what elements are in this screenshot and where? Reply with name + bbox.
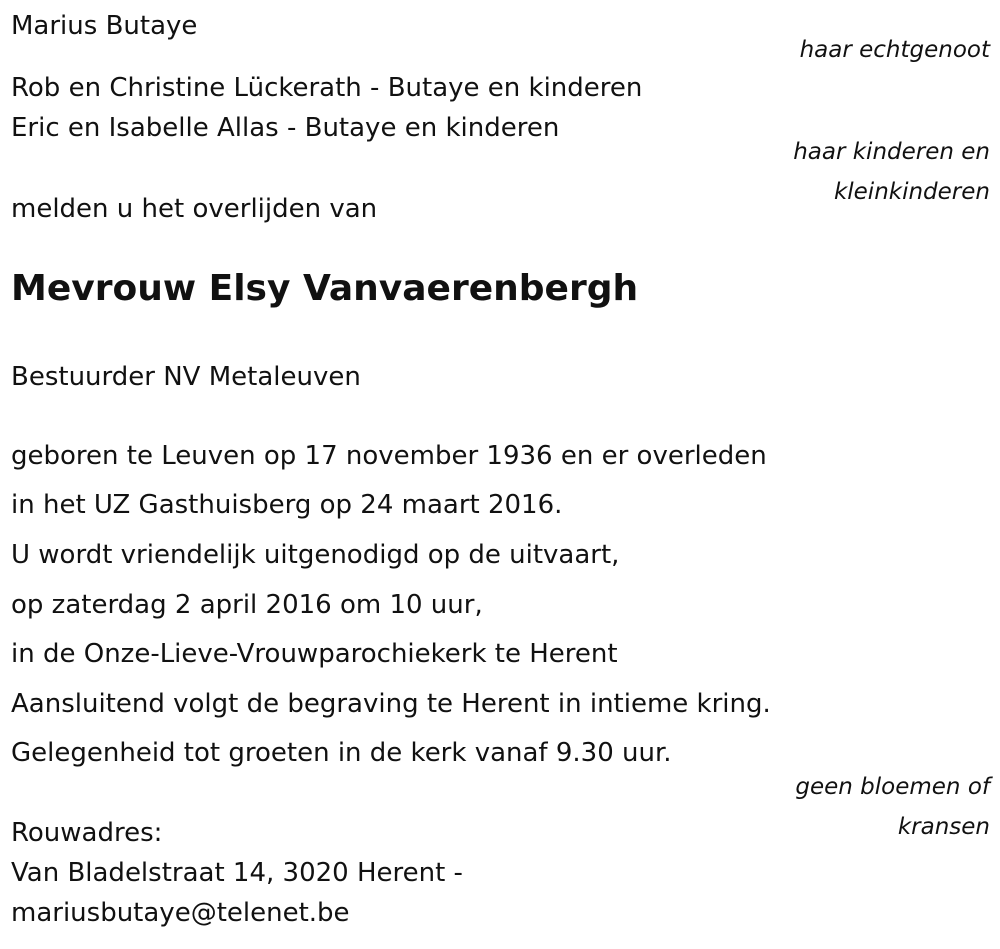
detail-line-3: U wordt vriendelijk uitgenodigd op de uitvaart, <box>11 540 620 570</box>
detail-line-2: in het UZ Gasthuisberg op 24 maart 2016. <box>11 490 563 520</box>
address-label: Rouwadres: <box>11 818 163 848</box>
husband-name: Marius Butaye <box>11 11 198 41</box>
husband-role: haar echtgenoot <box>799 37 990 63</box>
address-street: Van Bladelstraat 14, 3020 Herent - <box>11 858 463 888</box>
children-role-line-1: haar kinderen en <box>793 139 990 165</box>
detail-line-6: Aansluitend volgt de begraving te Herent in intieme kring. <box>11 689 771 719</box>
announcement-text: melden u het overlijden van <box>11 194 378 224</box>
child-family-2: Eric en Isabelle Allas - Butaye en kinderen <box>11 113 560 143</box>
flowers-note-line-1: geen bloemen of <box>795 774 990 800</box>
detail-line-4: op zaterdag 2 april 2016 om 10 uur, <box>11 590 483 620</box>
flowers-note-line-2: kransen <box>897 814 990 840</box>
address-email: mariusbutaye@telenet.be <box>11 898 350 928</box>
detail-line-1: geboren te Leuven op 17 november 1936 en er overleden <box>11 441 767 471</box>
detail-line-7: Gelegenheid tot groeten in de kerk vanaf 9.30 uur. <box>11 738 672 768</box>
child-family-1: Rob en Christine Lückerath - Butaye en kinderen <box>11 73 643 103</box>
children-role-line-2: kleinkinderen <box>833 179 990 205</box>
detail-line-5: in de Onze-Lieve-Vrouwparochiekerk te Herent <box>11 639 618 669</box>
deceased-name: Mevrouw Elsy Vanvaerenbergh <box>11 268 639 309</box>
deceased-function: Bestuurder NV Metaleuven <box>11 362 361 392</box>
